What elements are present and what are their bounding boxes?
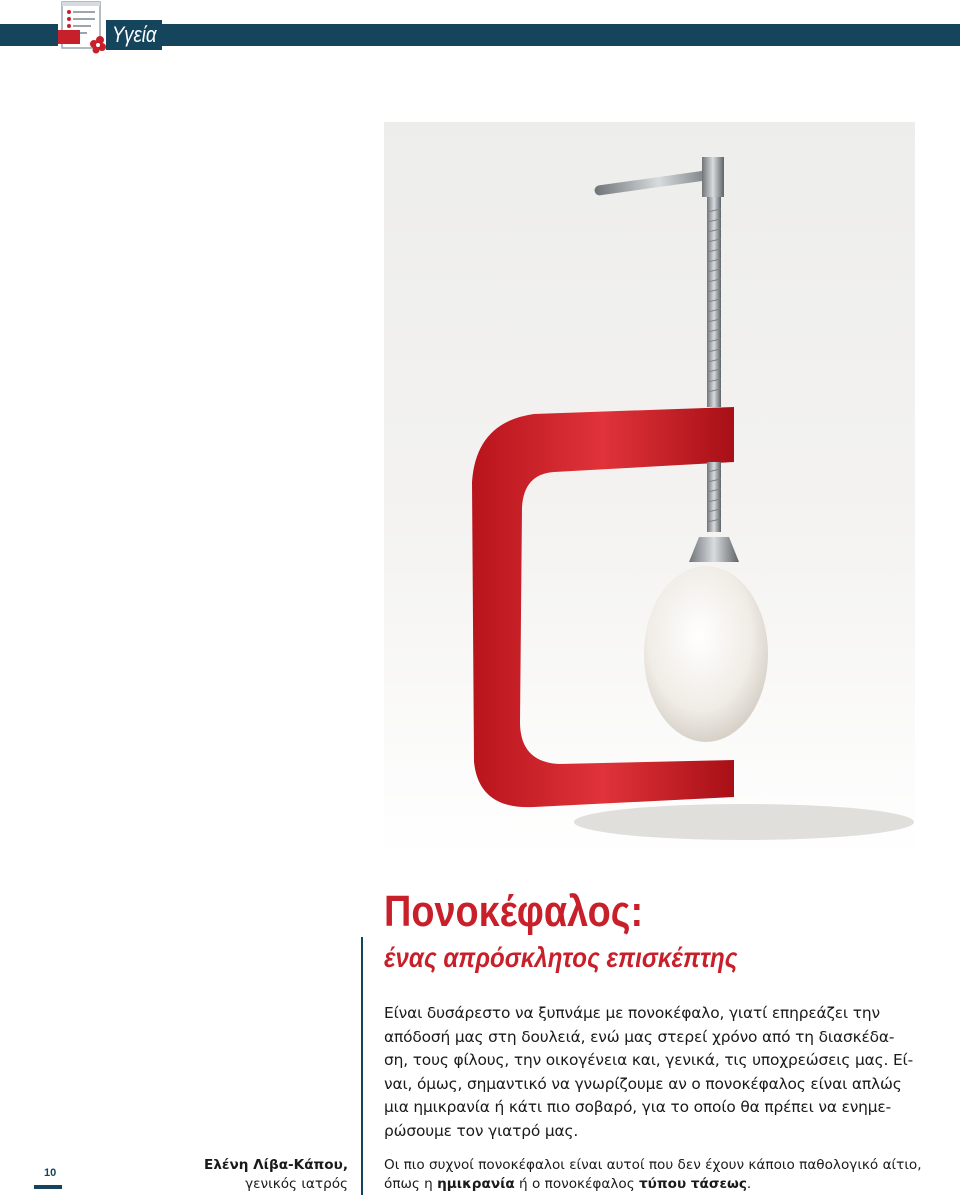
- body-line: [384, 1175, 954, 1194]
- intro-line: μια ημικρανία ή κάτι πιο σοβαρό, για το οποίο θα πρέπει να ενημε-: [384, 1098, 891, 1116]
- author-role: γενικός ιατρός: [245, 1176, 348, 1192]
- intro-line: ναι, όμως, σημαντικό να γνωρίζουμε αν ο πονοκέφαλος είναι απλώς: [384, 1074, 902, 1093]
- body-text-fragment: όπως η: [384, 1176, 438, 1192]
- intro-line: ρώσουμε τον γιατρό μας.: [384, 1121, 579, 1140]
- page-number-bar: [34, 1185, 62, 1189]
- author-block: [204, 1156, 348, 1194]
- body-text-fragment: .: [746, 1176, 752, 1192]
- body-text-fragment: ή ο πονοκέφαλος: [514, 1176, 639, 1192]
- section-label: Υγεία: [112, 22, 157, 47]
- article-body: [384, 1156, 954, 1194]
- intro-line: απόδοσή μας στη δουλειά, ενώ μας στερεί χρόνο από τη διασκέδα-: [384, 1027, 895, 1046]
- document-with-flower-icon: [58, 0, 108, 54]
- article-title: Πονοκέφαλος:: [384, 887, 644, 936]
- article-subtitle: ένας απρόσκλητος επισκέπτης: [384, 942, 738, 973]
- column-divider: [361, 937, 363, 1195]
- article-intro: [384, 1002, 944, 1143]
- author-name: Ελένη Λίβα-Κάπου,: [204, 1157, 348, 1173]
- body-highlight-migraine: ημικρανία: [437, 1176, 515, 1192]
- body-line: Οι πιο συχνοί πονοκέφαλοι είναι αυτοί που δεν έχουν κάποιο παθολογικό αίτιο,: [384, 1157, 922, 1173]
- body-highlight-tension: τύπου τάσεως: [639, 1176, 747, 1192]
- clamp-egg-photo: [384, 122, 915, 861]
- intro-line: Είναι δυσάρεστο να ξυπνάμε με πονοκέφαλο, γιατί επηρεάζει την: [384, 1004, 880, 1022]
- intro-line: ση, τους φίλους, την οικογένεια και, γενικά, τις υποχρεώσεις μας. Εί-: [384, 1051, 914, 1069]
- page-number: 10: [44, 1167, 57, 1179]
